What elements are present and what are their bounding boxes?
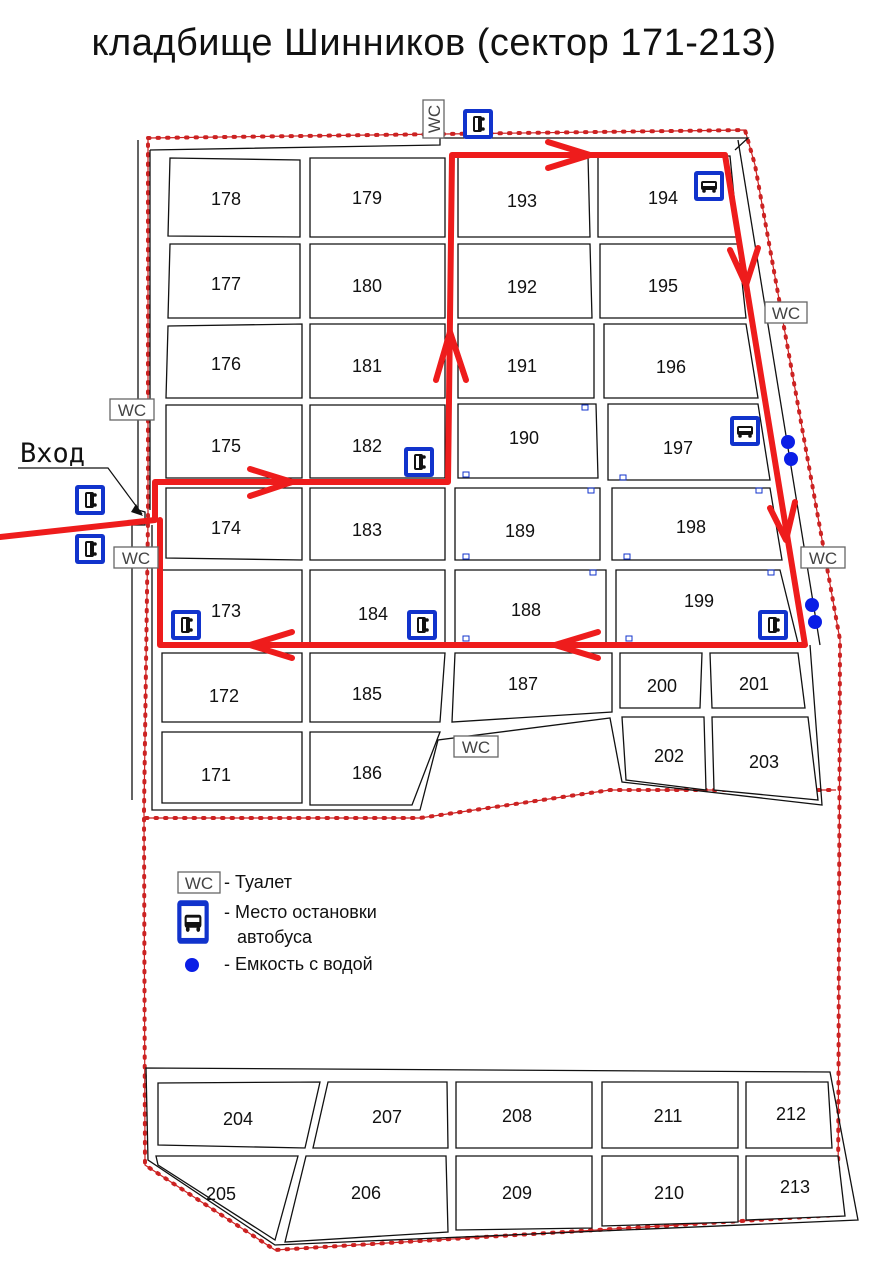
wc-sign-icon	[178, 872, 220, 893]
sector-blocks	[156, 156, 845, 1242]
svg-text:WC: WC	[121, 549, 151, 568]
legend-wc-text: - Туалет	[224, 872, 292, 892]
sector-183-label: 183	[351, 520, 383, 540]
sector-212-label: 212	[775, 1104, 807, 1124]
sector-197-label: 197	[662, 438, 694, 458]
svg-text:WC: WC	[771, 304, 801, 323]
sector-173-label: 173	[210, 601, 242, 621]
sector-211-label: 211	[653, 1106, 683, 1126]
legend-bus-text: - Место остановки	[224, 902, 377, 922]
bus-stop-icon	[407, 610, 437, 640]
sector-171-block	[162, 732, 302, 803]
sector-182-label: 182	[351, 436, 383, 456]
sector-205-label: 205	[205, 1184, 237, 1204]
bus-stop-icon	[75, 534, 105, 564]
sector-189-label: 189	[504, 521, 536, 541]
entry-label: Вход	[20, 438, 86, 469]
bus-stop-icon	[694, 171, 724, 201]
svg-text:WC: WC	[425, 104, 444, 134]
sector-195-label: 195	[647, 276, 679, 296]
sector-180-label: 180	[351, 276, 383, 296]
sector-200-label: 200	[646, 676, 678, 696]
map-title: кладбище Шинников (сектор 171-213)	[91, 22, 777, 64]
sector-181-label: 181	[351, 356, 383, 376]
sector-175-label: 175	[210, 436, 242, 456]
bus-stop-icon	[177, 900, 209, 944]
sector-187-label: 187	[507, 674, 539, 694]
water-tank-icon	[781, 435, 795, 449]
bus-stop-icon	[730, 416, 760, 446]
water-tank-icon	[805, 598, 819, 612]
bus-stop-icon	[758, 610, 788, 640]
sector-174-label: 174	[210, 518, 242, 538]
sector-184-label: 184	[357, 604, 389, 624]
bus-stop-icon	[404, 447, 434, 477]
wc-sign-icon	[110, 399, 154, 420]
sector-188-label: 188	[510, 600, 542, 620]
sector-192-label: 192	[506, 277, 538, 297]
sector-202-label: 202	[653, 746, 685, 766]
sector-210-label: 210	[653, 1183, 685, 1203]
sector-177-label: 177	[210, 274, 242, 294]
sector-196-label: 196	[655, 357, 687, 377]
svg-text:WC: WC	[117, 401, 147, 420]
wc-sign-icon	[114, 547, 158, 568]
sector-172-label: 172	[208, 686, 240, 706]
sector-194-label: 194	[647, 188, 679, 208]
bus-stop-icon	[75, 485, 105, 515]
sector-178-label: 178	[210, 189, 242, 209]
water-tank-icon	[185, 958, 199, 972]
sector-209-label: 209	[501, 1183, 533, 1203]
wc-sign-icon	[423, 100, 444, 138]
svg-text:WC: WC	[184, 874, 214, 893]
bus-stop-icon	[171, 610, 201, 640]
bus-stop-icon	[463, 109, 493, 139]
sector-213-label: 213	[779, 1177, 811, 1197]
sector-201-label: 201	[738, 674, 770, 694]
wc-sign-icon	[454, 736, 498, 757]
sector-207-label: 207	[371, 1107, 403, 1127]
legend-water-text: - Емкость с водой	[224, 954, 373, 974]
sector-198-label: 198	[675, 517, 707, 537]
sector-193-label: 193	[506, 191, 538, 211]
sector-199-label: 199	[683, 591, 715, 611]
sector-208-label: 208	[501, 1106, 533, 1126]
svg-text:WC: WC	[461, 738, 491, 757]
sector-179-label: 179	[351, 188, 383, 208]
svg-text:WC: WC	[808, 549, 838, 568]
sector-191-label: 191	[506, 356, 538, 376]
water-tank-icon	[784, 452, 798, 466]
sector-176-label: 176	[210, 354, 242, 374]
legend-bus-text-2: автобуса	[237, 927, 312, 947]
legend	[177, 872, 377, 974]
wc-sign-icon	[801, 547, 845, 568]
wc-sign-icon	[765, 302, 807, 323]
sector-190-label: 190	[508, 428, 540, 448]
sector-206-label: 206	[350, 1183, 382, 1203]
sector-186-label: 186	[351, 763, 383, 783]
sector-204-label: 204	[222, 1109, 254, 1129]
sector-171-label: 171	[200, 765, 232, 785]
sector-185-label: 185	[351, 684, 383, 704]
sector-203-label: 203	[748, 752, 780, 772]
water-tank-icon	[808, 615, 822, 629]
